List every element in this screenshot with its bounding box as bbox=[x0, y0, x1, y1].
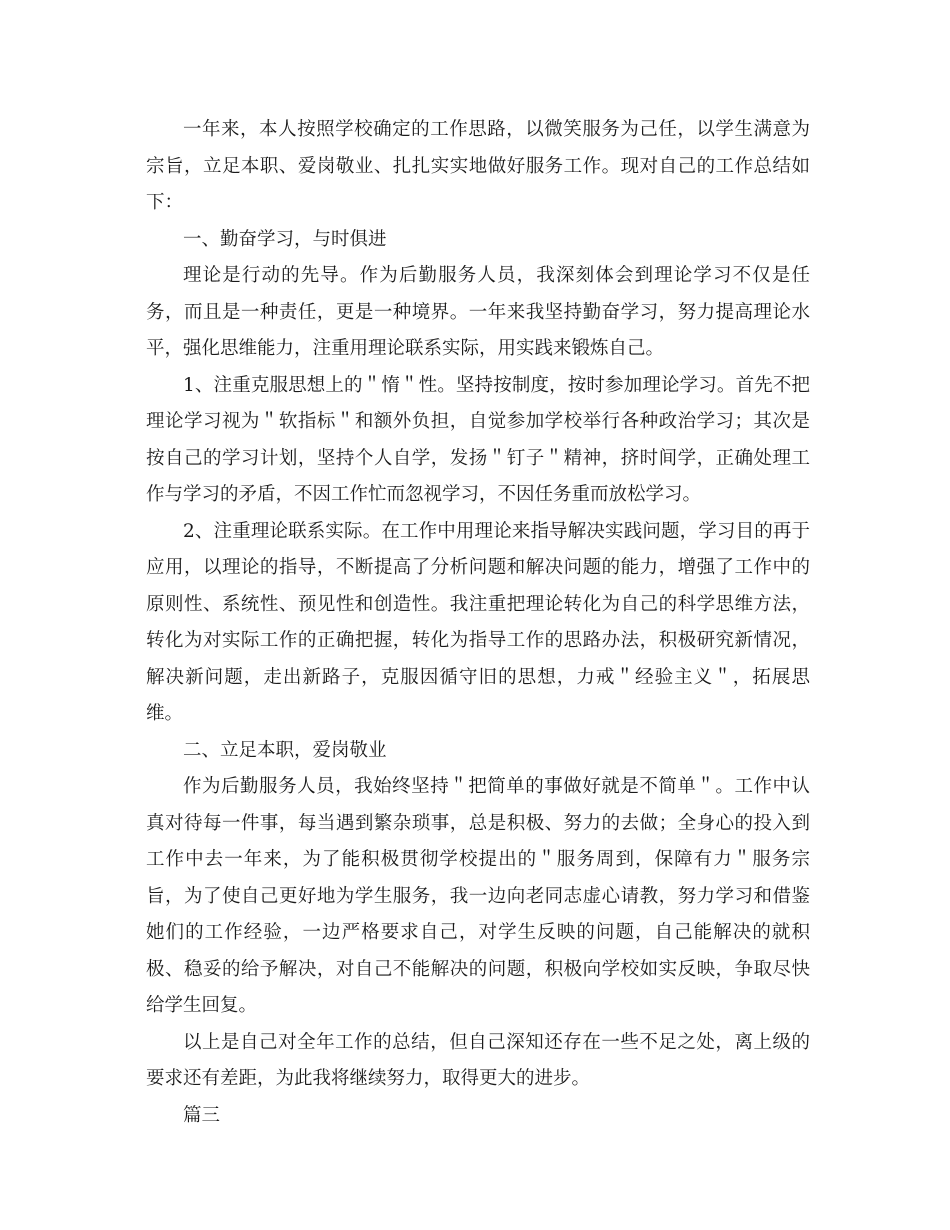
paragraph-item-2: 2、注重理论联系实际。在工作中用理论来指导解决实践问题，学习目的再于应用，以理论的指导，不断提高了分析问题和解决问题的能力，增强了工作中的原则性、系统性、预见性和创造性。我注重把理论转化为自己的科学思维方法，转化为对实际工作的正确把握，转化为指导工作的思路办法，积极研究新情况，解决新问题，走出新路子，克服因循守旧的思想，力戒＂经验主义＂，拓展思维。 bbox=[146, 520, 810, 724]
paragraph-item-1: 1、注重克服思想上的＂惰＂性。坚持按制度，按时参加理论学习。首先不把理论学习视为＂软指标＂和额外负担，自觉参加学校举行各种政治学习；其次是按自己的学习计划，坚持个人自学，发扬＂钉子＂精神，挤时间学，正确处理工作与学习的矛盾，不因工作忙而忽视学习，不因任务重而放松学习。 bbox=[146, 374, 810, 505]
paragraph-theory: 理论是行动的先导。作为后勤服务人员，我深刻体会到理论学习不仅是任务，而且是一种责任，更是一种境界。一年来我坚持勤奋学习，努力提高理论水平，强化思维能力，注重用理论联系实际，用实践来锻炼自己。 bbox=[146, 265, 810, 359]
section-heading-3: 篇三 bbox=[183, 1104, 221, 1126]
paragraph-conclusion: 以上是自己对全年工作的总结，但自己深知还存在一些不足之处，离上级的要求还有差距，为此我将继续努力，取得更大的进步。 bbox=[146, 1031, 810, 1089]
paragraph-intro: 一年来，本人按照学校确定的工作思路，以微笑服务为己任，以学生满意为宗旨，立足本职、爱岗敬业、扎扎实实地做好服务工作。现对自己的工作总结如下： bbox=[146, 119, 810, 213]
paragraph-service: 作为后勤服务人员，我始终坚持＂把简单的事做好就是不简单＂。工作中认真对待每一件事，每当遇到繁杂琐事，总是积极、努力的去做；全身心的投入到工作中去一年来，为了能积极贯彻学校提出的＂服务周到，保障有力＂服务宗旨，为了使自己更好地为学生服务，我一边向老同志虚心请教，努力学习和借鉴她们的工作经验，一边严格要求自己，对学生反映的问题，自己能解决的就积极、稳妥的给予解决，对自己不能解决的问题，积极向学校如实反映，争取尽快给学生回复。 bbox=[146, 776, 810, 1016]
section-heading-2: 二、立足本职，爱岗敬业 bbox=[183, 739, 387, 761]
section-heading-1: 一、勤奋学习，与时俱进 bbox=[183, 228, 387, 250]
document-body bbox=[146, 112, 810, 1134]
